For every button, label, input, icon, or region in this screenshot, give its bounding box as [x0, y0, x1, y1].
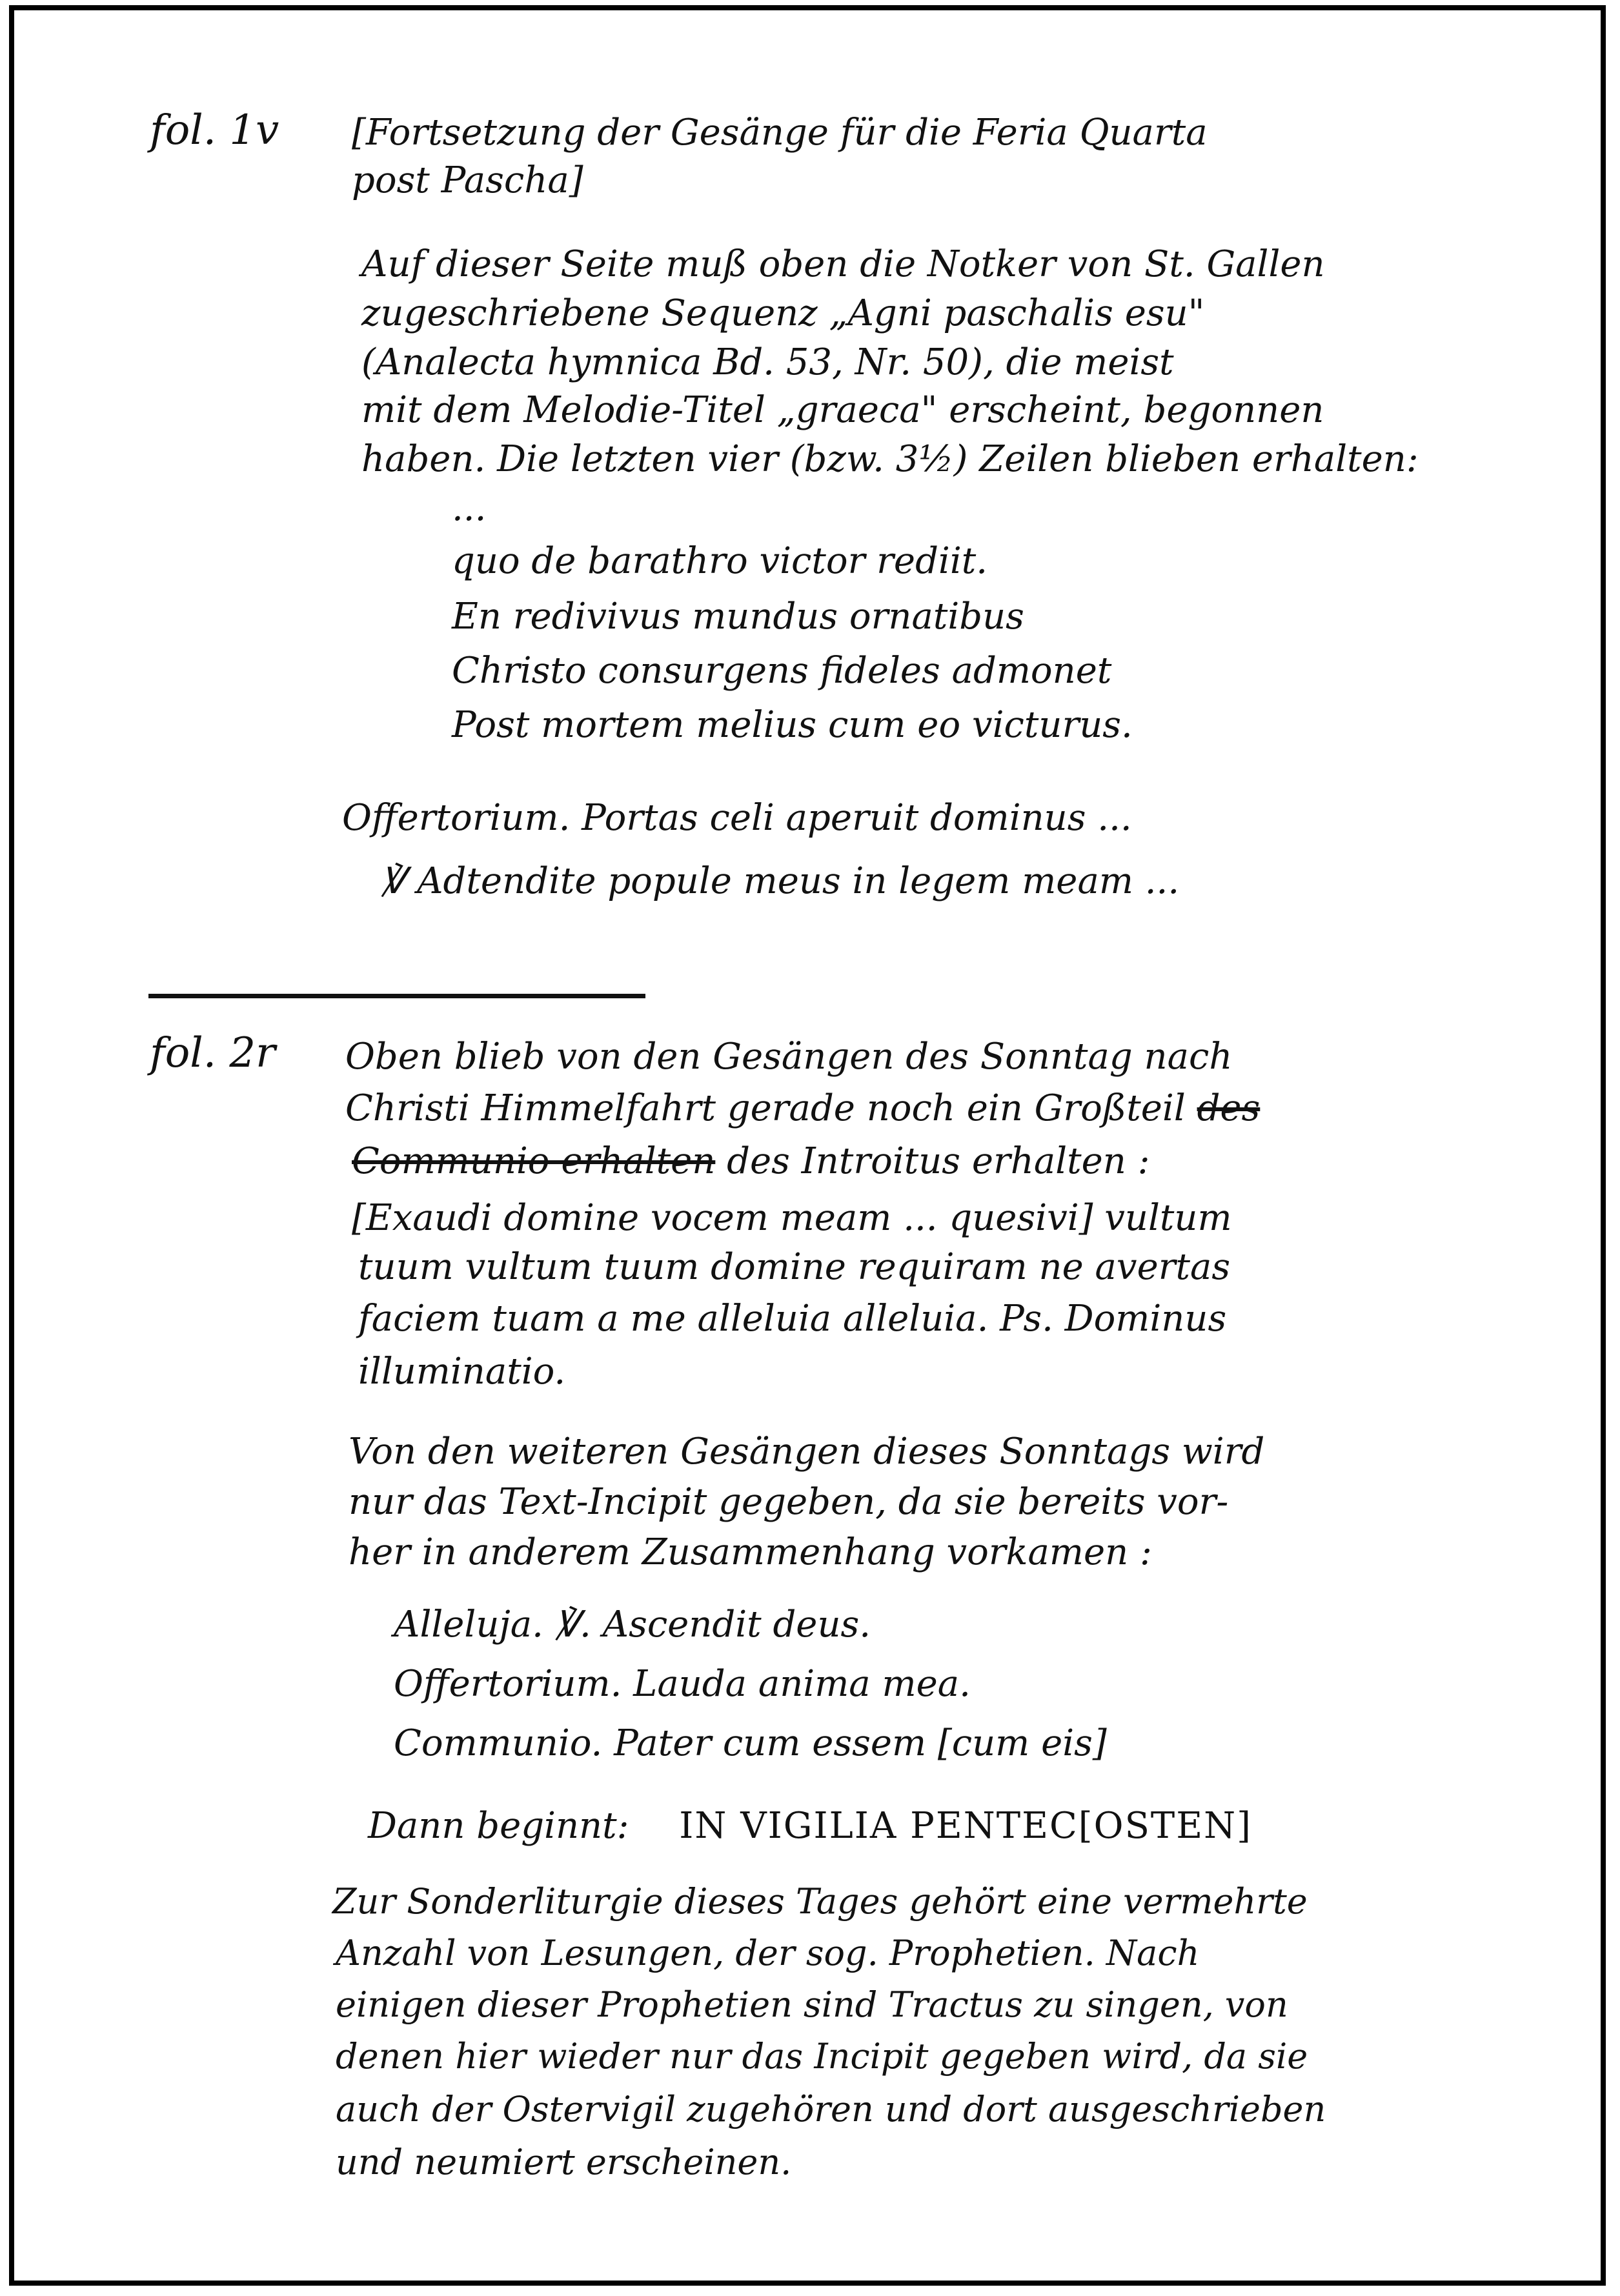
- s2-intro-line-2-struck: des: [1197, 1087, 1261, 1129]
- introit-line-3: faciem tuam a me alleluia alleluia. Ps. Dominus: [358, 1298, 1227, 1340]
- closing-line-4: denen hier wieder nur das Incipit gegeben wird, da sie: [336, 2036, 1308, 2077]
- further-line-1: Von den weiteren Gesängen dieses Sonntags wird: [349, 1431, 1265, 1473]
- intro-line-3: (Analecta hymnica Bd. 53, Nr. 50), die meist: [361, 341, 1174, 383]
- closing-line-6: und neumiert erscheinen.: [336, 2142, 792, 2182]
- further-line-3: her in anderem Zusammenhang vorkamen :: [349, 1531, 1152, 1573]
- introit-line-1: [Exaudi domine vocem meam ... quesivi] vultum: [352, 1197, 1232, 1239]
- offertory-line-2: ℣ Adtendite popule meus in legem meam ...: [381, 860, 1180, 902]
- introit-line-4: illuminatio.: [358, 1351, 566, 1393]
- verse-line-1: quo de barathro victor rediit.: [452, 540, 988, 582]
- s2-intro-line-3-struck: Communio erhalten: [352, 1140, 716, 1182]
- closing-line-5: auch der Ostervigil zugehören und dort ausgeschrieben: [336, 2089, 1326, 2130]
- closing-line-3: einigen dieser Prophetien sind Tractus zu singen, von: [336, 1984, 1288, 2025]
- vigil-line: [368, 1805, 1253, 1847]
- introit-line-2: tuum vultum tuum domine requiram ne avertas: [358, 1246, 1231, 1288]
- verse-line-2: En redivivus mundus ornatibus: [452, 596, 1024, 638]
- s2-intro-line-3-text: des Introitus erhalten :: [727, 1140, 1150, 1182]
- intro-line-5: haben. Die letzten vier (bzw. 3½) Zeilen blieben erhalten:: [361, 438, 1419, 480]
- closing-line-2: Anzahl von Lesungen, der sog. Prophetien. Nach: [336, 1933, 1200, 1973]
- vigil-prefix: Dann beginnt:: [368, 1805, 629, 1847]
- section-divider: [148, 994, 645, 998]
- intro-line-1: Auf dieser Seite muß oben die Notker von St. Gallen: [361, 243, 1325, 285]
- s2-intro-line-2: [345, 1087, 1261, 1129]
- verse-line-4: Post mortem melius cum eo victurus.: [452, 704, 1133, 746]
- chant-line-2: Offertorium. Lauda anima mea.: [394, 1663, 971, 1705]
- s2-intro-line-1: Oben blieb von den Gesängen des Sonntag nach: [345, 1036, 1233, 1078]
- folio-label-1v: fol. 1v: [150, 106, 279, 154]
- folio-label-2r: fol. 2r: [150, 1029, 276, 1077]
- verse-ellipsis: ...: [452, 487, 487, 529]
- s2-intro-line-3: [352, 1140, 1150, 1182]
- intro-line-2: zugeschriebene Sequenz „Agni paschalis esu": [361, 292, 1205, 334]
- verse-line-3: Christo consurgens fideles admonet: [452, 650, 1112, 692]
- intro-line-4: mit dem Melodie-Titel „graeca" erscheint, begonnen: [361, 389, 1324, 431]
- further-line-2: nur das Text-Incipit gegeben, da sie bereits vor-: [349, 1481, 1229, 1523]
- chant-line-1: Alleluja. ℣. Ascendit deus.: [394, 1604, 871, 1646]
- closing-line-1: Zur Sonderliturgie dieses Tages gehört eine vermehrte: [332, 1881, 1308, 1922]
- heading-line-1: [Fortsetzung der Gesänge für die Feria Quarta: [352, 112, 1208, 154]
- chant-line-3: Communio. Pater cum essem [cum eis]: [394, 1722, 1107, 1764]
- s2-intro-line-2-text: Christi Himmelfahrt gerade noch ein Großteil: [345, 1087, 1186, 1129]
- heading-line-2: post Pascha]: [352, 159, 583, 201]
- offertory-line-1: Offertorium. Portas celi aperuit dominus ...: [342, 797, 1132, 839]
- vigil-title: IN VIGILIA PENTEC[OSTEN]: [679, 1805, 1253, 1847]
